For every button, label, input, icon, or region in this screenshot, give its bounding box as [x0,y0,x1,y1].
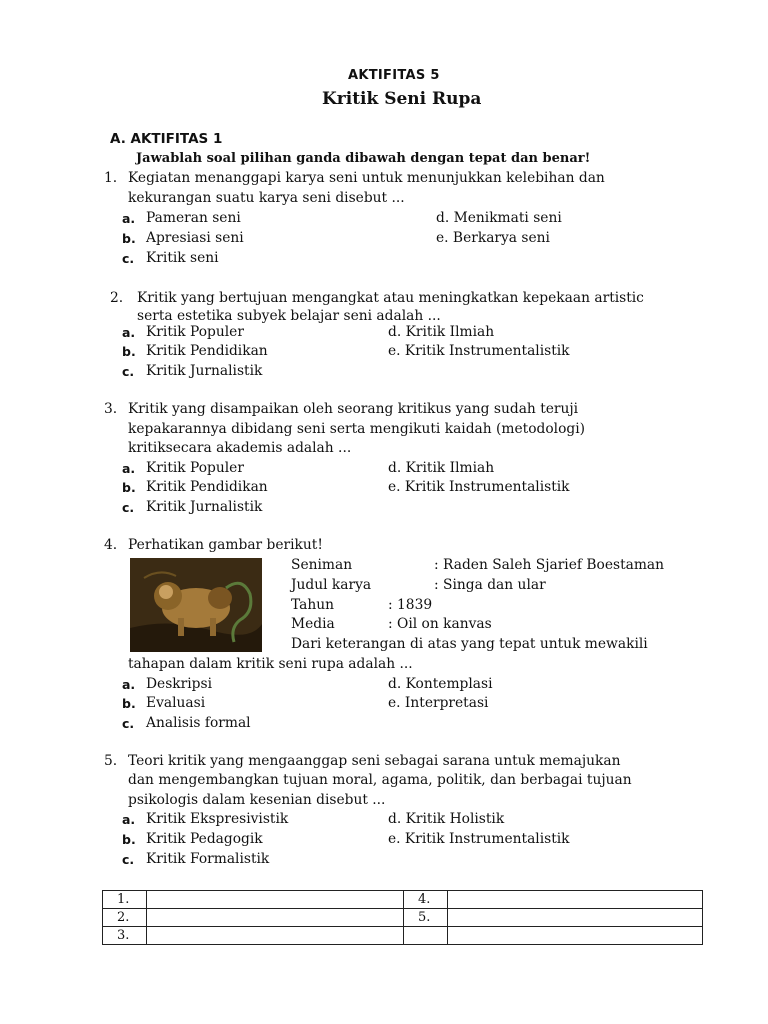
option-e[interactable]: e. Kritik Instrumentalistik [388,343,570,359]
question-text-line: kepakarannya dibidang seni serta mengikuti kaidah (metodologi) [128,421,586,437]
info-value: : Raden Saleh Sjarief Boestaman [434,557,665,573]
question-text-line: Kegiatan menanggapi karya seni untuk menunjukkan kelebihan dan [128,170,605,186]
option-letter: a. [122,325,136,340]
question-number: 3. [104,401,118,417]
lion-and-snake-painting-icon [130,558,262,652]
question-text-line: psikologis dalam kesenian disebut ... [128,792,386,808]
answer-table [102,890,703,945]
answer-number [404,927,448,945]
option-a[interactable]: Pameran seni [146,210,241,226]
option-c[interactable]: Kritik Jurnalistik [146,499,263,515]
page-title: Kritik Seni Rupa [322,89,482,109]
option-e[interactable]: e. Interpretasi [388,695,489,711]
option-c[interactable]: Kritik Formalistik [146,851,270,867]
option-letter: c. [122,716,135,731]
option-b[interactable]: Apresiasi seni [146,230,244,246]
option-e[interactable]: e. Kritik Instrumentalistik [388,479,570,495]
option-a[interactable]: Kritik Populer [146,460,244,476]
option-letter: c. [122,251,135,266]
info-value: : 1839 [388,597,433,613]
option-letter: b. [122,832,136,847]
option-b[interactable]: Kritik Pedagogik [146,831,263,847]
question-number: 4. [104,537,118,553]
option-d[interactable]: d. Kritik Holistik [388,811,505,827]
question-text-line: tahapan dalam kritik seni rupa adalah ... [128,656,413,672]
option-letter: a. [122,812,136,827]
question-text-line: kritiksecara akademis adalah ... [128,440,352,456]
info-key: Judul karya [291,577,372,593]
answer-number: 3. [103,927,147,945]
option-letter: c. [122,500,135,515]
option-c[interactable]: Kritik Jurnalistik [146,363,263,379]
option-d[interactable]: d. Kritik Ilmiah [388,460,495,476]
option-letter: c. [122,364,135,379]
instruction-text: Jawablah soal pilihan ganda dibawah dengan tepat dan benar! [136,151,591,166]
info-key: Media [291,616,335,632]
option-d[interactable]: d. Kontemplasi [388,676,493,692]
answer-number: 4. [404,891,448,909]
question-number: 5. [104,753,118,769]
answer-cell[interactable] [448,891,703,909]
question-text-line: Kritik yang disampaikan oleh seorang kritikus yang sudah teruji [128,401,579,417]
section-label: A. AKTIFITAS 1 [110,131,223,147]
answer-cell[interactable] [147,927,404,945]
answer-number: 2. [103,909,147,927]
option-letter: b. [122,344,136,359]
painting-image [130,558,262,652]
info-value: : Oil on kanvas [388,616,492,632]
table-row [103,927,703,945]
question-text-line: Kritik yang bertujuan mengangkat atau meningkatkan kepekaan artistic [137,290,644,306]
option-letter: a. [122,461,136,476]
option-d[interactable]: d. Menikmati seni [436,210,562,226]
question-text-line: dan mengembangkan tujuan moral, agama, politik, dan berbagai tujuan [128,772,632,788]
info-key: Seniman [291,557,353,573]
option-letter: c. [122,852,135,867]
answer-cell[interactable] [448,927,703,945]
option-e[interactable]: e. Kritik Instrumentalistik [388,831,570,847]
question-text-line: serta estetika subyek belajar seni adalah ... [137,308,441,324]
info-value: : Singa dan ular [434,577,546,593]
option-letter: a. [122,677,136,692]
activity-heading: AKTIFITAS 5 [348,68,440,83]
option-b[interactable]: Kritik Pendidikan [146,343,268,359]
option-letter: b. [122,231,136,246]
option-c[interactable]: Kritik seni [146,250,219,266]
question-text-line: Teori kritik yang mengaanggap seni sebagai sarana untuk memajukan [128,753,621,769]
answer-number: 5. [404,909,448,927]
info-key: Tahun [291,597,335,613]
option-letter: b. [122,480,136,495]
question-intro: Perhatikan gambar berikut! [128,537,323,553]
option-b[interactable]: Kritik Pendidikan [146,479,268,495]
answer-number: 1. [103,891,147,909]
option-letter: a. [122,211,136,226]
question-text-line: kekurangan suatu karya seni disebut ... [128,190,405,206]
option-e[interactable]: e. Berkarya seni [436,230,550,246]
answer-cell[interactable] [448,909,703,927]
option-a[interactable]: Deskripsi [146,676,213,692]
question-text-line: Dari keterangan di atas yang tepat untuk mewakili [291,636,648,652]
option-c[interactable]: Analisis formal [146,715,251,731]
option-a[interactable]: Kritik Ekspresivistik [146,811,289,827]
answer-cell[interactable] [147,909,404,927]
option-letter: b. [122,696,136,711]
option-d[interactable]: d. Kritik Ilmiah [388,324,495,340]
option-a[interactable]: Kritik Populer [146,324,244,340]
option-b[interactable]: Evaluasi [146,695,206,711]
question-number: 2. [110,290,124,306]
table-row [103,891,703,909]
table-row [103,909,703,927]
answer-cell[interactable] [147,891,404,909]
question-number: 1. [104,170,118,186]
